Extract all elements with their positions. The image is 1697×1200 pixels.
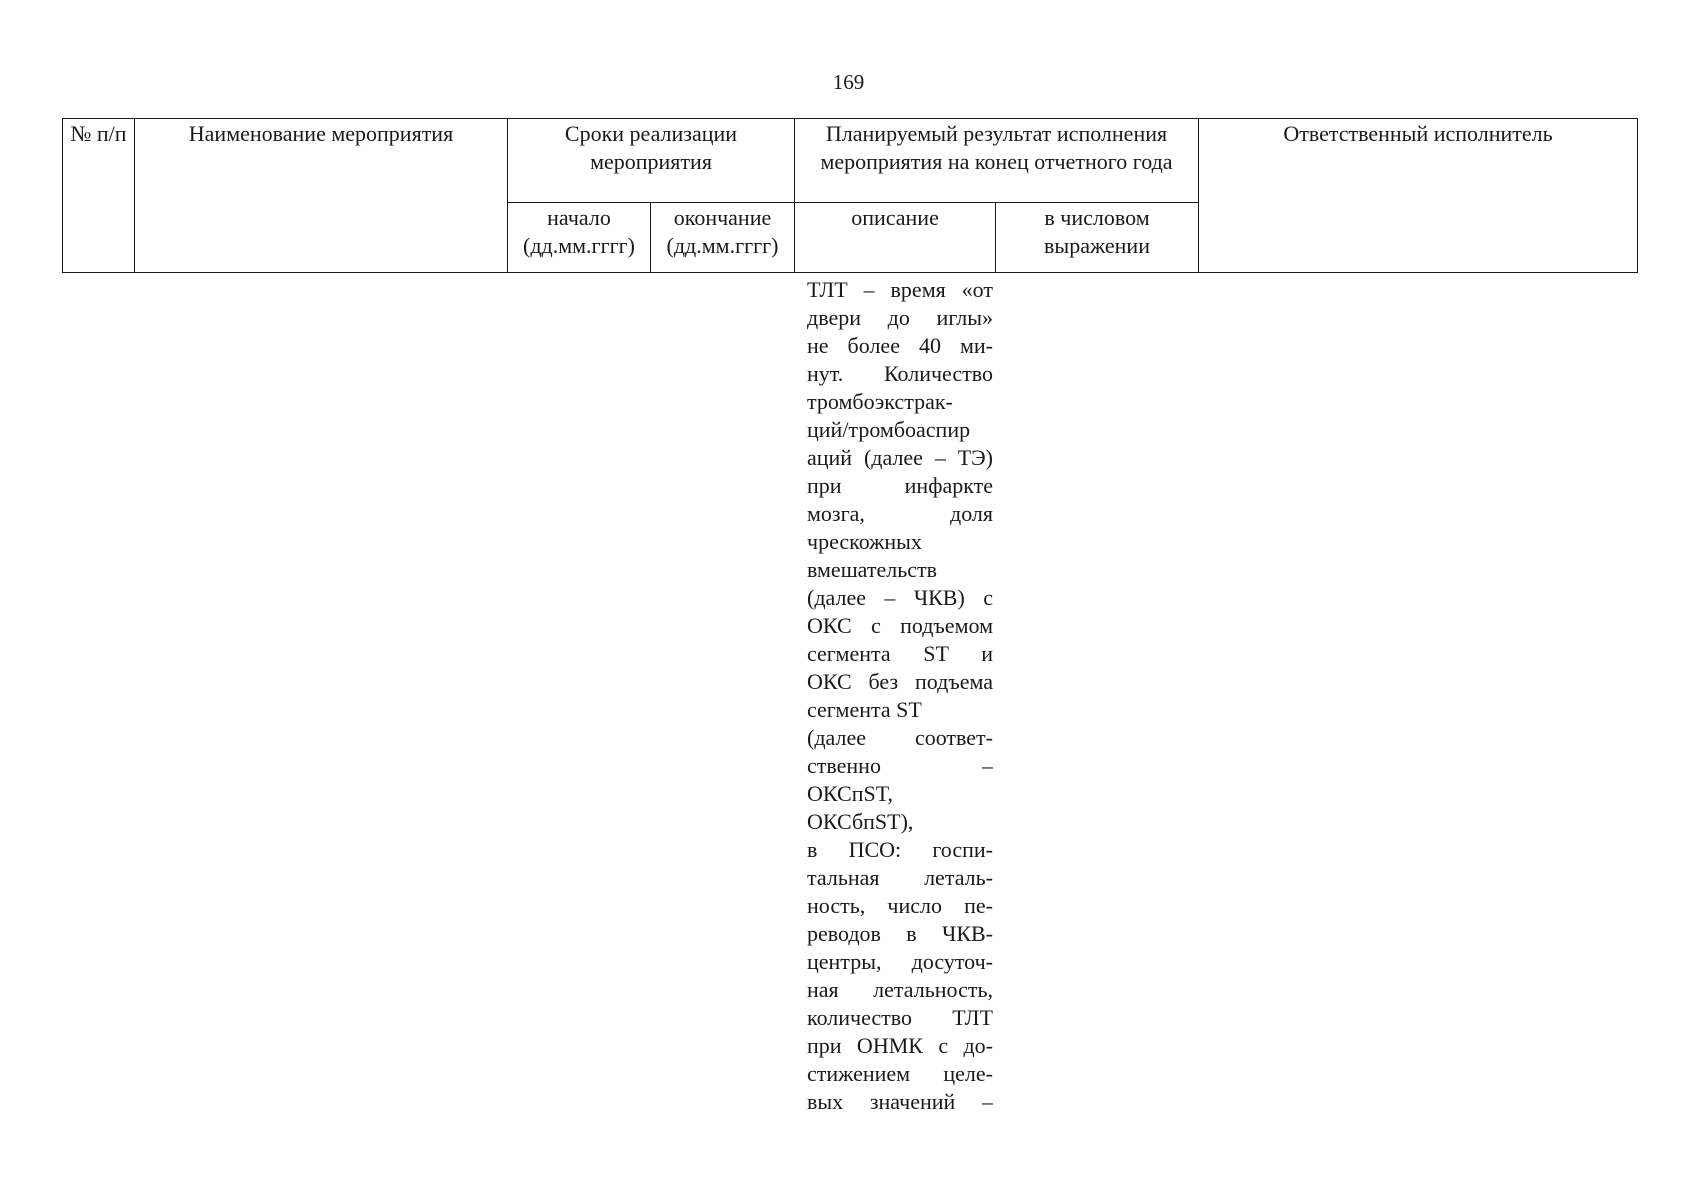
- description-line: центры, досуточ-: [807, 949, 993, 974]
- header-planned-result: Планируемый результат исполнения мероприятия на конец отчетного года: [795, 119, 1199, 203]
- description-line: ОКСпST,: [807, 781, 894, 806]
- header-activity-name: Наименование мероприятия: [135, 119, 508, 273]
- description-line: чрескожных: [807, 529, 922, 554]
- description-line: нут. Количество: [807, 361, 993, 386]
- description-line: сегмента ST: [807, 697, 922, 722]
- description-line: аций (далее – ТЭ): [807, 445, 993, 470]
- description-line: (далее соответ-: [807, 725, 993, 750]
- description-line: сегмента ST и: [807, 641, 993, 666]
- header-responsible: Ответственный исполнитель: [1199, 119, 1638, 273]
- table-header: [62, 118, 1638, 273]
- header-end-date: окончание (дд.мм.гггг): [651, 203, 795, 273]
- header-terms: Сроки реализации мероприятия: [508, 119, 795, 203]
- description-line: при инфаркте: [807, 473, 993, 498]
- description-line: не более 40 ми-: [807, 333, 993, 358]
- description-line: при ОНМК с до-: [807, 1033, 993, 1058]
- description-line: ОКС без подъема: [807, 669, 993, 694]
- description-line: ОКСбпST),: [807, 809, 914, 834]
- header-description: описание: [795, 203, 996, 273]
- description-line: вмешательств: [807, 557, 937, 582]
- description-line: тромбоэкстрак-: [807, 389, 953, 414]
- description-line: мозга, доля: [807, 501, 993, 526]
- header-numeric-value: в числовом выражении: [996, 203, 1199, 273]
- description-line: ственно –: [807, 753, 993, 778]
- description-line: (далее – ЧКВ) с: [807, 585, 993, 610]
- description-line: ная летальность,: [807, 977, 993, 1002]
- description-line: в ПСО: госпи-: [807, 837, 993, 862]
- header-start-date: начало (дд.мм.гггг): [508, 203, 651, 273]
- description-line: ТЛТ – время «от: [807, 277, 993, 302]
- description-line: реводов в ЧКВ-: [807, 921, 993, 946]
- description-line: ность, число пе-: [807, 893, 993, 918]
- description-line: тальная леталь-: [807, 865, 993, 890]
- description-line: ций/тромбоаспир: [807, 417, 971, 442]
- description-line: двери до иглы»: [807, 305, 993, 330]
- description-line: ОКС с подъемом: [807, 613, 993, 638]
- header-number: № п/п: [63, 119, 135, 273]
- description-line: стижением целе-: [807, 1061, 993, 1086]
- page-number: 169: [832, 70, 865, 94]
- description-line: вых значений –: [807, 1089, 993, 1114]
- description-cell-text: [807, 276, 993, 1116]
- description-line: количество ТЛТ: [807, 1005, 993, 1030]
